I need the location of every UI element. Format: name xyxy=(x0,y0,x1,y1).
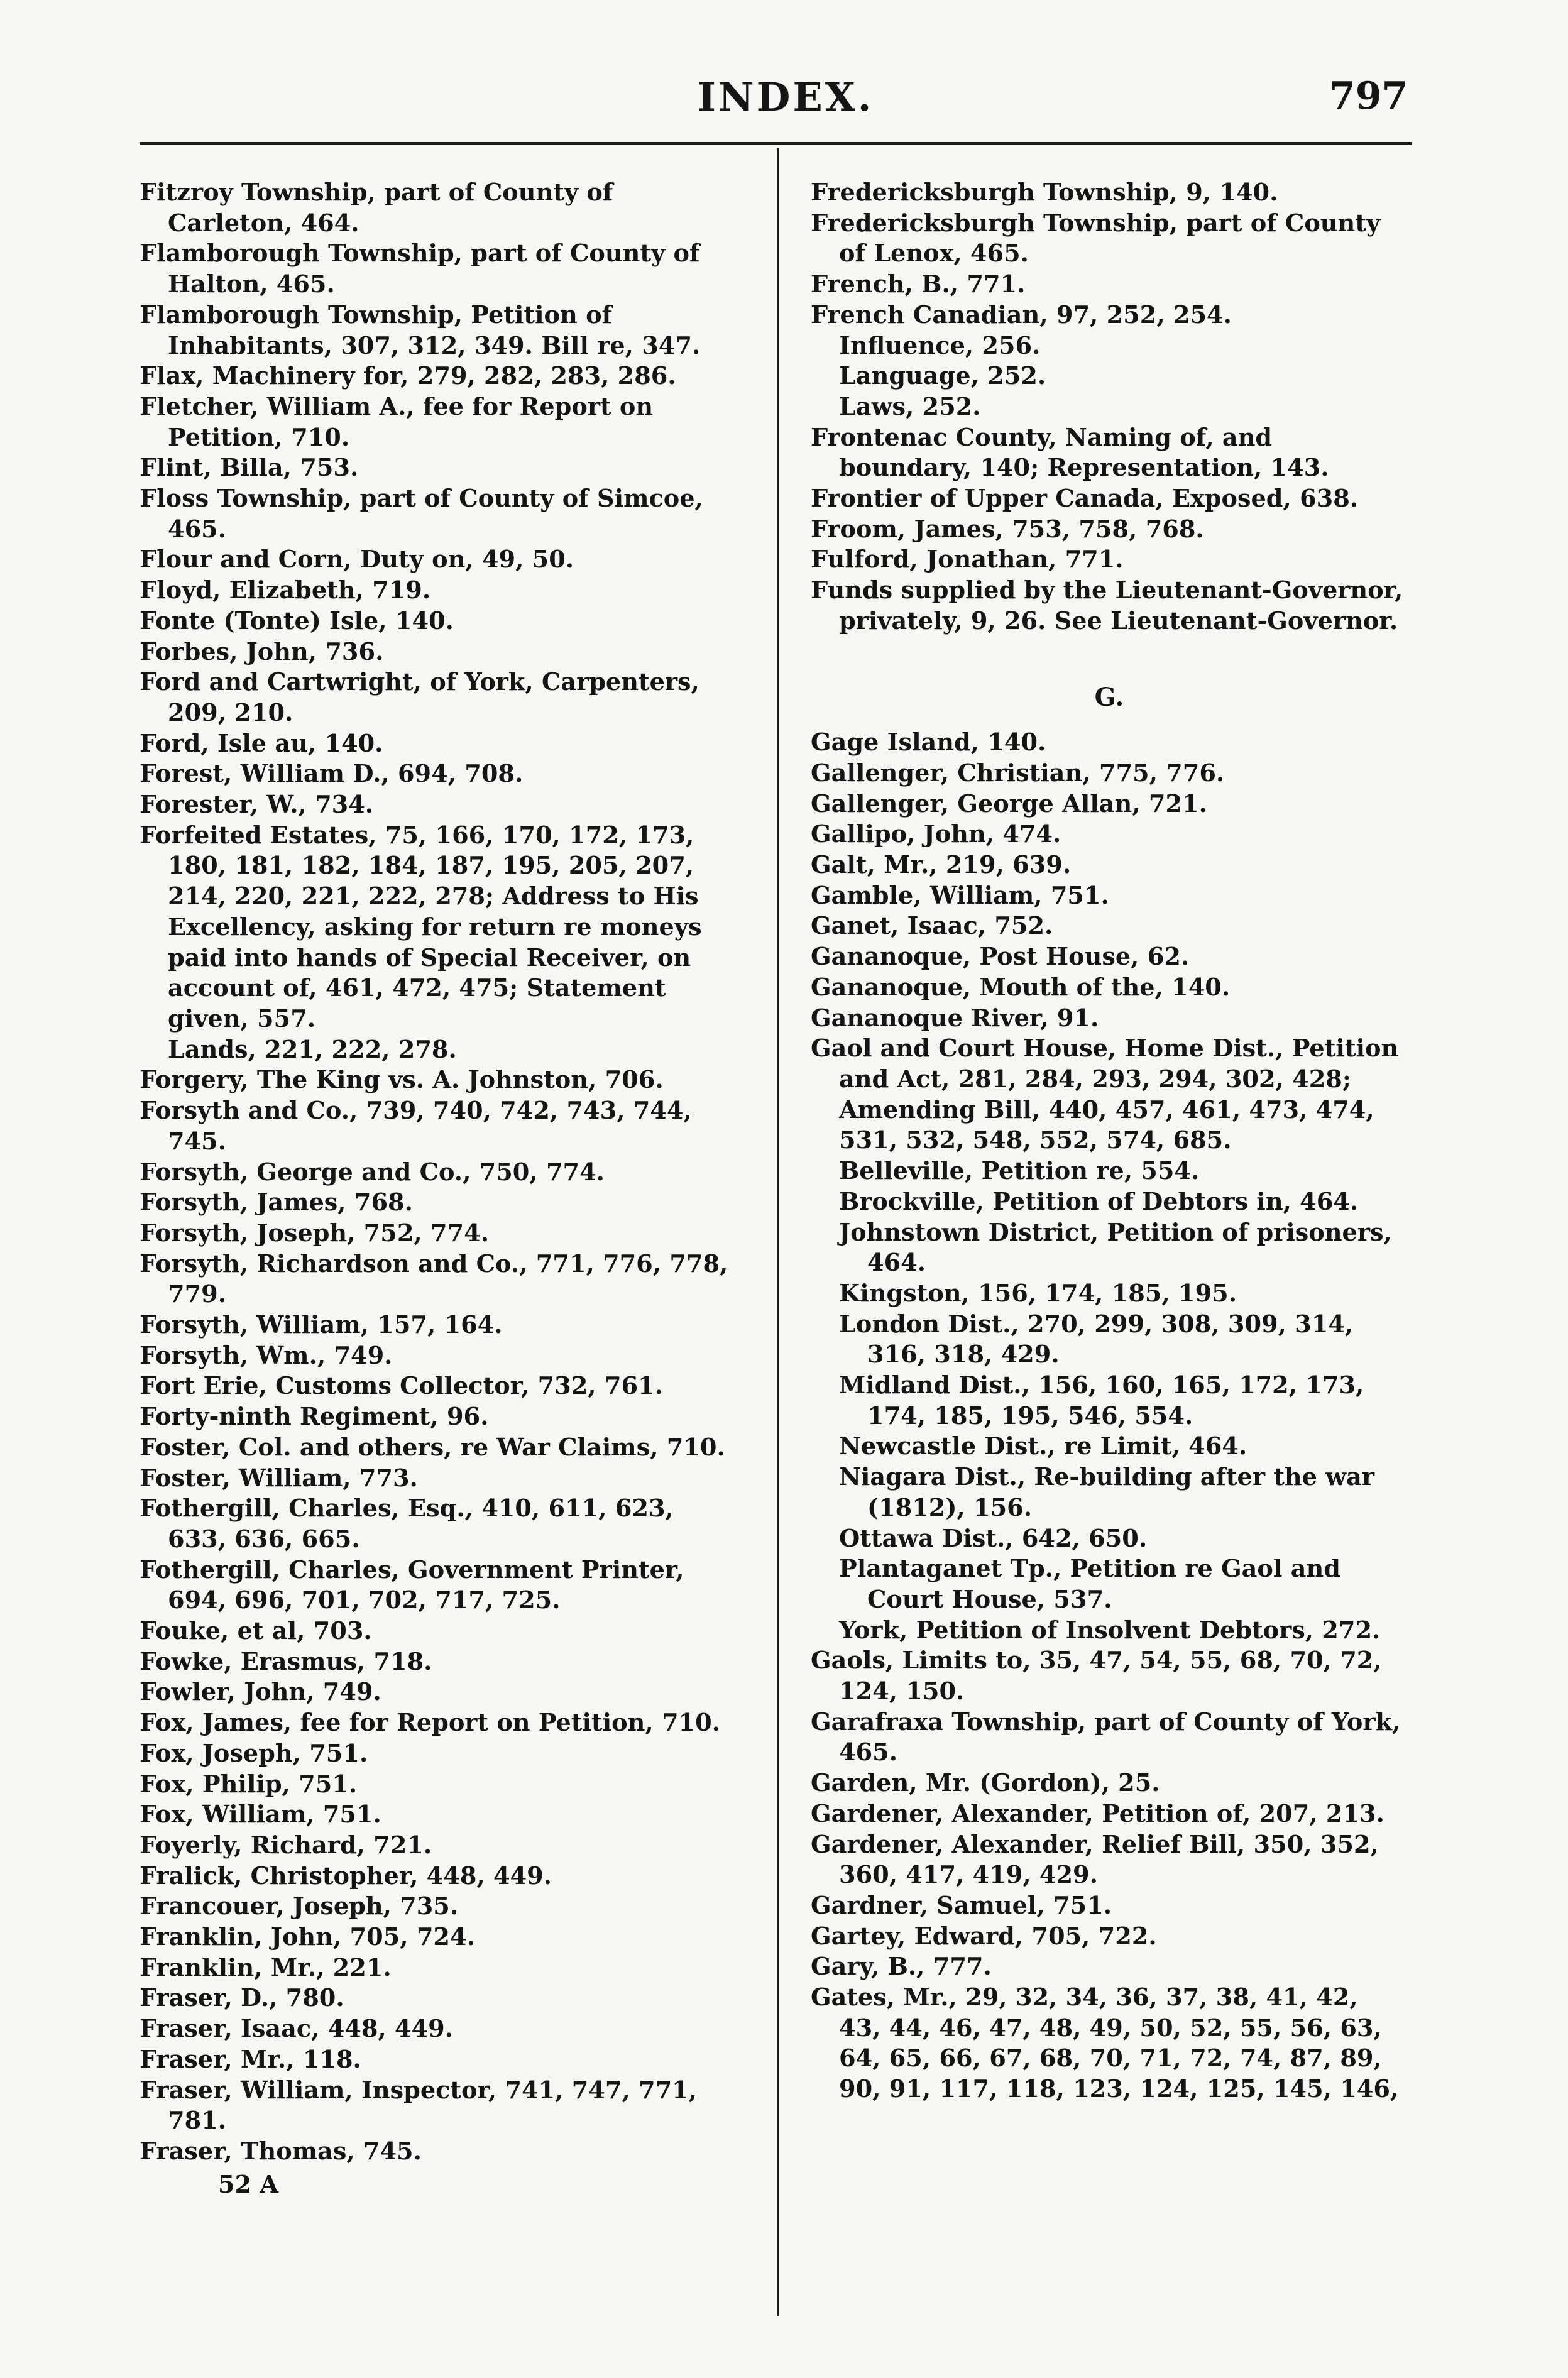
index-entry: Gaols, Limits to, 35, 47, 54, 55, 68, 70, 72, 124, 150. xyxy=(811,1647,1382,1706)
index-entry: Forsyth, James, 768. xyxy=(140,1188,413,1217)
index-entry: Fredericksburgh Township, 9, 140. xyxy=(811,178,1278,207)
index-entry: Fowke, Erasmus, 718. xyxy=(140,1647,432,1676)
index-entry: Fitzroy Township, part of County of Carleton, 464. xyxy=(140,178,613,238)
index-entry: Gananoque, Mouth of the, 140. xyxy=(811,973,1231,1002)
index-subentry: Ottawa Dist., 642, 650. xyxy=(839,1524,1148,1553)
index-entry: Fowler, John, 749. xyxy=(140,1678,381,1707)
left-column xyxy=(140,178,737,2200)
index-entry: Forsyth, Richardson and Co., 771, 776, 778, 779. xyxy=(140,1249,728,1309)
index-entry: Fothergill, Charles, Esq., 410, 611, 623, 633, 636, 665. xyxy=(140,1494,674,1553)
page-header xyxy=(0,74,1568,131)
index-entry: Froom, James, 753, 758, 768. xyxy=(811,515,1204,544)
index-subentry: Brockville, Petition of Debtors in, 464. xyxy=(839,1187,1359,1216)
index-entry: Fraser, Mr., 118. xyxy=(140,2045,361,2074)
index-entry: Forfeited Estates, 75, 166, 170, 172, 173, 180, 181, 182, 184, 187, 195, 205, 207, 214, 220, 221, 222, 278; Address to His Excellency, asking for return re moneys paid into hands of Special Receiver, on account of, 461, 472, 475; Statement given, 557. xyxy=(140,821,702,1033)
index-entry: Gamble, William, 751. xyxy=(811,881,1109,910)
index-entry: Ford and Cartwright, of York, Carpenters, 209, 210. xyxy=(140,668,699,727)
index-entry: Floyd, Elizabeth, 719. xyxy=(140,576,431,605)
index-entry: Floss Township, part of County of Simcoe, 465. xyxy=(140,485,703,544)
index-entry: Franklin, John, 705, 724. xyxy=(140,1923,475,1952)
index-entry: French Canadian, 97, 252, 254. xyxy=(811,300,1232,329)
index-subentry: Newcastle Dist., re Limit, 464. xyxy=(839,1432,1247,1461)
index-entry: Flint, Billa, 753. xyxy=(140,454,359,483)
index-entry: Forest, William D., 694, 708. xyxy=(140,760,524,789)
index-entry: Foyerly, Richard, 721. xyxy=(140,1831,432,1860)
index-subentry: Laws, 252. xyxy=(839,392,981,421)
index-subentry: York, Petition of Insolvent Debtors, 272. xyxy=(839,1616,1381,1645)
index-entry: Gardner, Samuel, 751. xyxy=(811,1891,1112,1920)
index-subentry: Midland Dist., 156, 160, 165, 172, 173, 174, 185, 195, 546, 554. xyxy=(839,1371,1364,1430)
index-entry: Fonte (Tonte) Isle, 140. xyxy=(140,606,454,635)
index-entry: Francouer, Joseph, 735. xyxy=(140,1892,459,1921)
index-entry: Gartey, Edward, 705, 722. xyxy=(811,1922,1157,1951)
index-entry: Flax, Machinery for, 279, 282, 283, 286. xyxy=(140,362,676,391)
index-entry: Fraser, D., 780. xyxy=(140,1984,344,2013)
index-entry: Gananoque River, 91. xyxy=(811,1004,1099,1033)
index-entry: Fouke, et al, 703. xyxy=(140,1617,372,1646)
index-entry: Fox, Joseph, 751. xyxy=(140,1739,368,1768)
index-entry: Foster, William, 773. xyxy=(140,1464,418,1493)
left-entries xyxy=(140,178,737,2167)
index-subentry: Plantaganet Tp., Petition re Gaol and Court House, 537. xyxy=(839,1555,1340,1614)
index-entry: Fort Erie, Customs Collector, 732, 761. xyxy=(140,1372,663,1401)
index-entry: Fraser, William, Inspector, 741, 747, 771, 781. xyxy=(140,2076,698,2135)
header-rule xyxy=(140,142,1412,145)
index-entry: Forty-ninth Regiment, 96. xyxy=(140,1403,489,1432)
section-letter: G. xyxy=(1094,682,1124,712)
index-subentry: Influence, 256. xyxy=(839,331,1041,360)
index-entry: Gary, B., 777. xyxy=(811,1953,992,1981)
index-entry: Gates, Mr., 29, 32, 34, 36, 37, 38, 41, 42, 43, 44, 46, 47, 48, 49, 50, 52, 55, 56, 63, 64, 65, 66, 67, 68, 70, 71, 72, 74, 87, 89, 90, 91, 117, 118, 123, 124, 125, 145, 146, xyxy=(811,1983,1399,2104)
right-column xyxy=(811,178,1408,2105)
index-entry: Garden, Mr. (Gordon), 25. xyxy=(811,1769,1160,1798)
index-entry: Gallenger, Christian, 775, 776. xyxy=(811,759,1225,787)
index-entry: Frontier of Upper Canada, Exposed, 638. xyxy=(811,485,1359,513)
index-subentry: Belleville, Petition re, 554. xyxy=(839,1157,1200,1186)
index-entry: Franklin, Mr., 221. xyxy=(140,1953,392,1982)
index-entry: Gage Island, 140. xyxy=(811,728,1046,757)
index-entry: Fralick, Christopher, 448, 449. xyxy=(140,1861,552,1890)
index-entry: Garafraxa Township, part of County of York, 465. xyxy=(811,1707,1401,1767)
index-entry: Fox, James, fee for Report on Petition, 710. xyxy=(140,1709,720,1738)
index-entry: Forsyth and Co., 739, 740, 742, 743, 744, 745. xyxy=(140,1097,692,1156)
index-subentry: Lands, 221, 222, 278. xyxy=(168,1035,457,1064)
index-entry: Gardener, Alexander, Petition of, 207, 213. xyxy=(811,1799,1384,1828)
page-number: 797 xyxy=(1329,74,1408,118)
index-entry: Forsyth, Joseph, 752, 774. xyxy=(140,1219,489,1247)
index-entry: Gaol and Court House, Home Dist., Petition and Act, 281, 284, 293, 294, 302, 428; Amending Bill, 440, 457, 461, 473, 474, 531, 532, 548, 552, 574, 685. xyxy=(811,1034,1399,1155)
index-entry: Ford, Isle au, 140. xyxy=(140,729,383,758)
index-entry: Fox, William, 751. xyxy=(140,1800,381,1829)
index-entry: Forbes, John, 736. xyxy=(140,637,384,666)
index-entry: Fletcher, William A., fee for Report on Petition, 710. xyxy=(140,392,654,452)
index-entry: Fox, Philip, 751. xyxy=(140,1770,358,1799)
index-entry: Fothergill, Charles, Government Printer, 694, 696, 701, 702, 717, 725. xyxy=(140,1555,684,1615)
index-entry: Flamborough Township, part of County of Halton, 465. xyxy=(140,239,700,299)
index-entry: Funds supplied by the Lieutenant-Governor, privately, 9, 26. See Lieutenant-Governor. xyxy=(811,576,1403,635)
index-entry: Flamborough Township, Petition of Inhabitants, 307, 312, 349. Bill re, 347. xyxy=(140,300,701,360)
index-subentry: Niagara Dist., Re-building after the war (1812), 156. xyxy=(839,1463,1374,1522)
index-entry: Gallipo, John, 474. xyxy=(811,820,1061,849)
index-entry: French, B., 771. xyxy=(811,270,1026,299)
index-entry: Forester, W., 734. xyxy=(140,791,374,819)
index-subentry: Johnstown District, Petition of prisoners, 464. xyxy=(839,1218,1392,1278)
index-entry: Flour and Corn, Duty on, 49, 50. xyxy=(140,545,574,574)
index-entry: Fredericksburgh Township, part of County of Lenox, 465. xyxy=(811,209,1381,268)
index-entry: Gananoque, Post House, 62. xyxy=(811,943,1190,972)
index-entry: Foster, Col. and others, re War Claims, 710. xyxy=(140,1433,725,1462)
index-entry: Forsyth, William, 157, 164. xyxy=(140,1311,503,1340)
page-title: INDEX. xyxy=(698,74,874,120)
index-entry: Forgery, The King vs. A. Johnston, 706. xyxy=(140,1066,664,1095)
column-divider xyxy=(777,148,779,2316)
index-subentry: Kingston, 156, 174, 185, 195. xyxy=(839,1279,1237,1308)
index-entry: Fraser, Isaac, 448, 449. xyxy=(140,2015,454,2044)
index-subentry: London Dist., 270, 299, 308, 309, 314, 316, 318, 429. xyxy=(839,1310,1354,1369)
index-entry: Gallenger, George Allan, 721. xyxy=(811,789,1207,818)
index-entry: Forsyth, Wm., 749. xyxy=(140,1341,393,1370)
right-entries-top xyxy=(811,178,1408,637)
index-entry: Galt, Mr., 219, 639. xyxy=(811,851,1072,880)
index-entry: Gardener, Alexander, Relief Bill, 350, 352, 360, 417, 419, 429. xyxy=(811,1830,1379,1890)
signature-mark: 52 A xyxy=(218,2170,279,2199)
index-subentry: Language, 252. xyxy=(839,362,1046,391)
index-entry: Forsyth, George and Co., 750, 774. xyxy=(140,1158,605,1186)
index-entry: Fraser, Thomas, 745. xyxy=(140,2137,422,2166)
index-entry: Fulford, Jonathan, 771. xyxy=(811,545,1124,574)
right-entries-bottom xyxy=(811,728,1408,2105)
index-entry: Frontenac County, Naming of, and boundary, 140; Representation, 143. xyxy=(811,423,1329,483)
index-entry: Ganet, Isaac, 752. xyxy=(811,912,1053,941)
